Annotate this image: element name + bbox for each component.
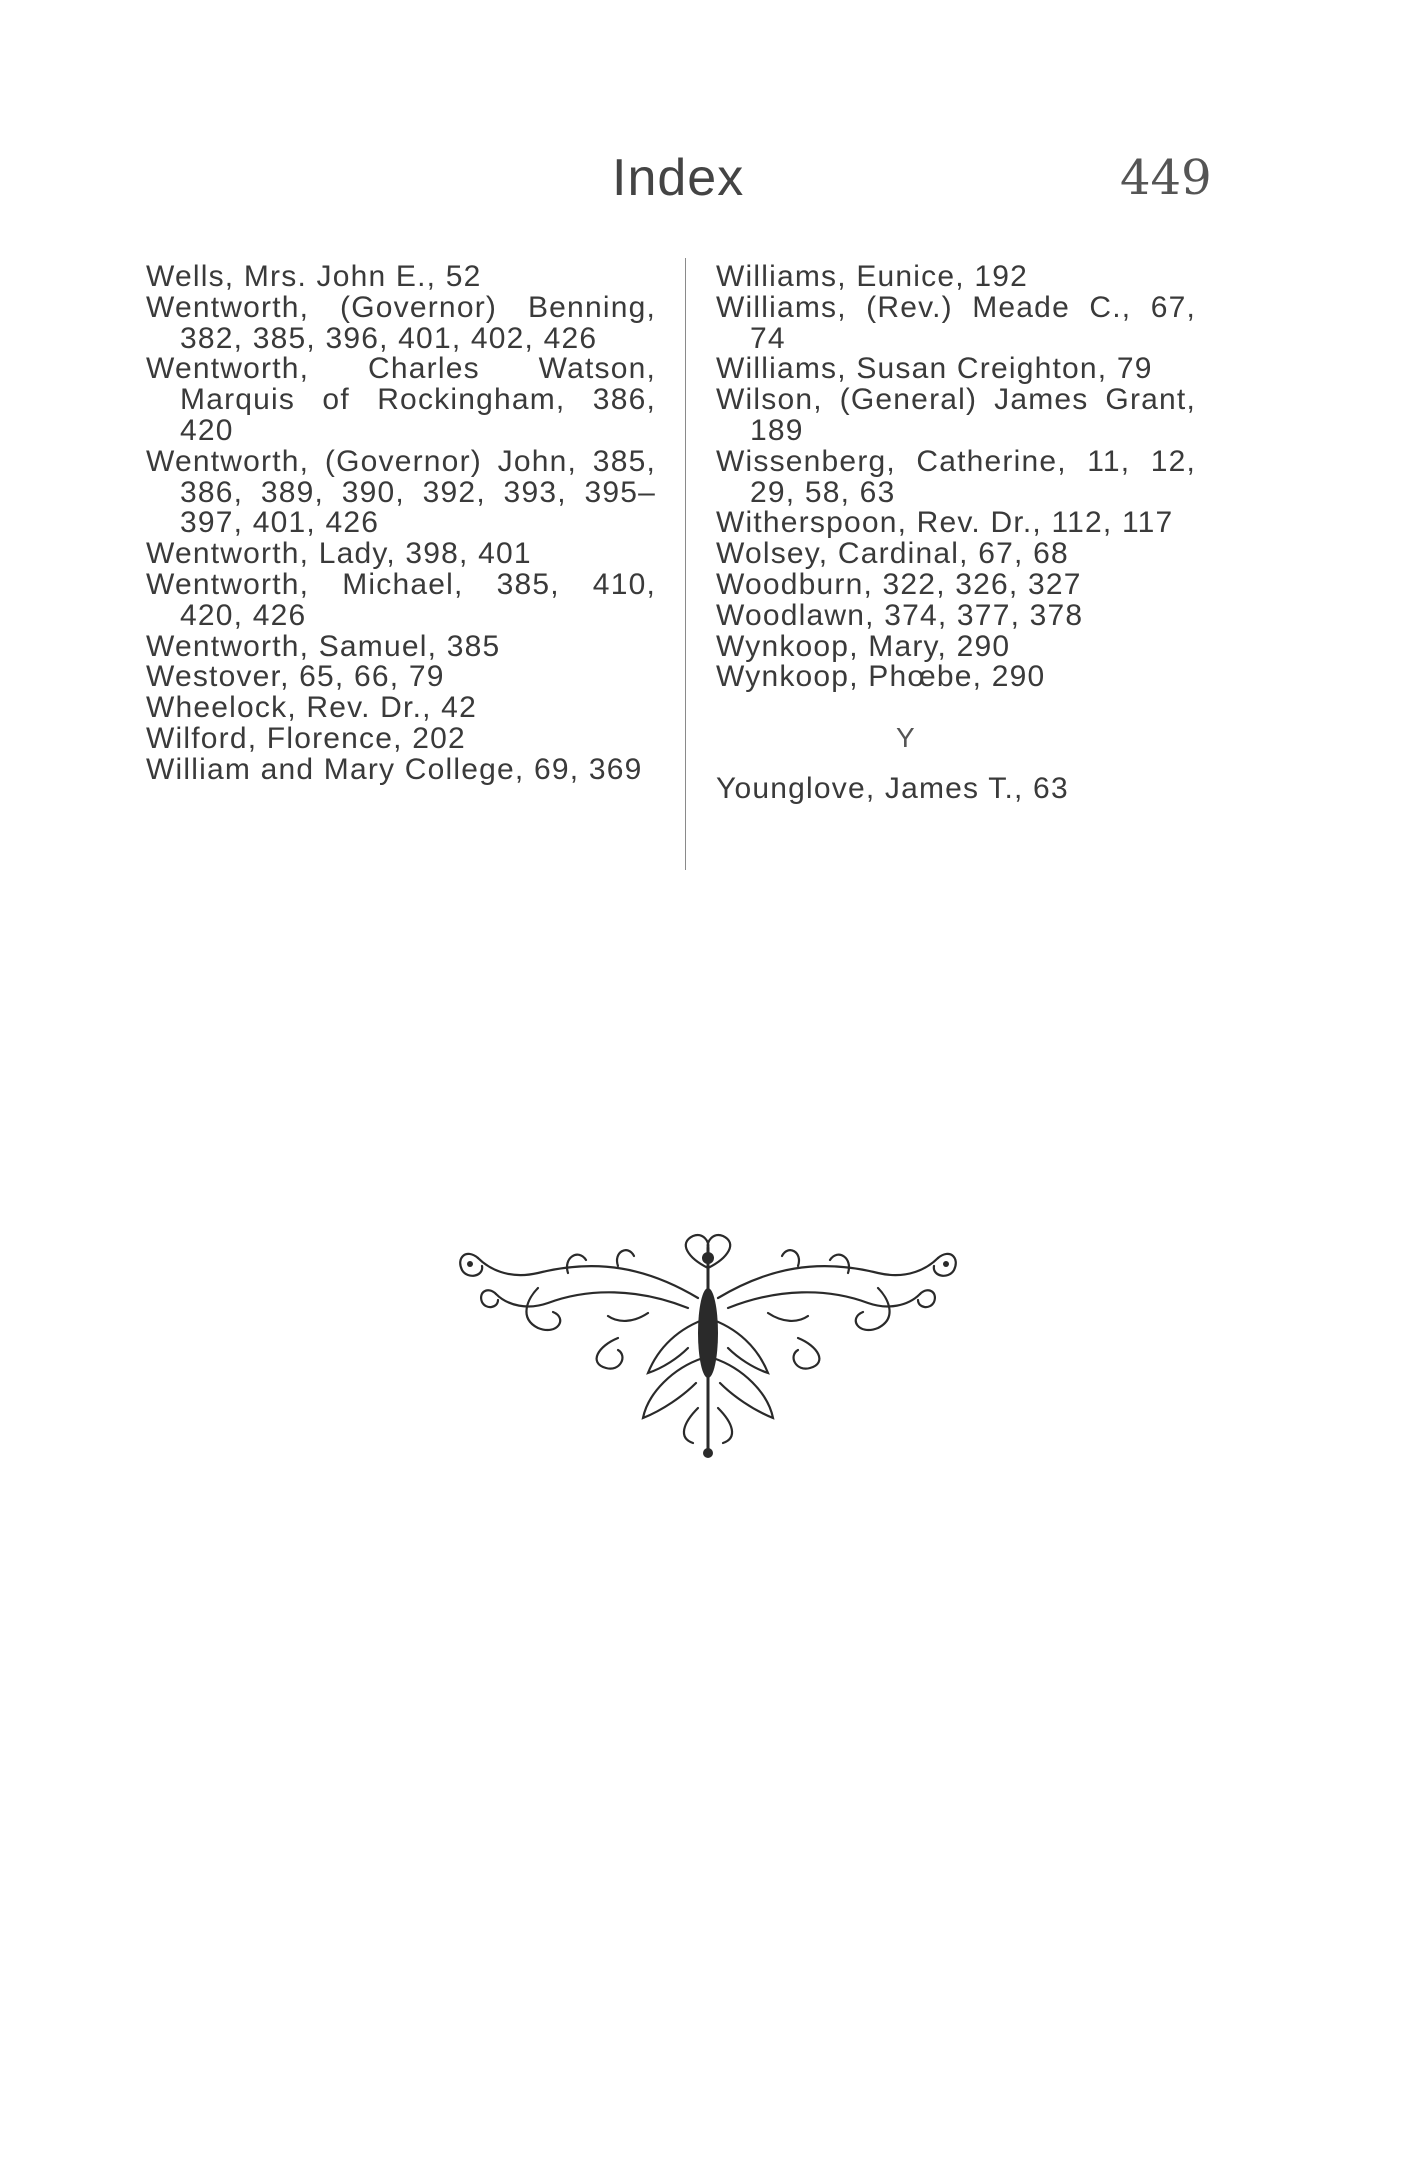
- index-entry: Woodburn, 322, 326, 327: [716, 567, 1082, 601]
- index-entry: William and Mary College, 69, 369: [146, 752, 643, 786]
- column-divider: [685, 258, 686, 870]
- index-entry: Wentworth, Samuel, 385: [146, 629, 501, 663]
- index-entry: Wheelock, Rev. Dr., 42: [146, 691, 477, 725]
- index-entry: Wissenberg, Catherine, 11, 12, 29, 58, 63: [716, 444, 1196, 509]
- index-entry: Wentworth, Lady, 398, 401: [146, 537, 532, 571]
- index-entry: Wynkoop, Mary, 290: [716, 629, 1011, 663]
- index-entry: Williams, Susan Creighton, 79: [716, 352, 1153, 386]
- index-column-left: [146, 262, 656, 786]
- index-entry: Wentworth, Michael, 385, 410, 420, 426: [146, 567, 656, 632]
- index-entry: Wentworth, (Governor) John, 385, 386, 389, 390, 392, 393, 395–397, 401, 426: [146, 444, 656, 540]
- index-entry: Wilson, (General) James Grant, 189: [716, 383, 1196, 447]
- page-number: 449: [1120, 150, 1212, 206]
- index-entry: Wolsey, Cardinal, 67, 68: [716, 537, 1069, 571]
- index-entry: Woodlawn, 374, 377, 378: [716, 598, 1084, 632]
- index-entry: Wynkoop, Phœbe, 290: [716, 660, 1046, 694]
- index-column-right: [716, 262, 1196, 805]
- index-entry: Williams, (Rev.) Meade C., 67, 74: [716, 290, 1196, 355]
- index-entry: Williams, Eunice, 192: [716, 260, 1028, 293]
- index-entry: Younglove, James T., 63: [716, 771, 1069, 805]
- index-entry: Wells, Mrs. John E., 52: [146, 260, 482, 293]
- index-entry: Witherspoon, Rev. Dr., 112, 117: [716, 506, 1174, 540]
- index-entry: Wentworth, (Governor) Benning, 382, 385, 396, 401, 402, 426: [146, 290, 656, 355]
- floral-scroll-ornament-icon: [448, 1228, 968, 1468]
- section-letter-y: Y: [896, 722, 916, 754]
- index-entry: Wentworth, Charles Watson, Marquis of Rockingham, 386, 420: [146, 352, 656, 447]
- index-entry: Wilford, Florence, 202: [146, 721, 466, 755]
- running-head: [0, 148, 1413, 218]
- page-title: Index: [612, 149, 745, 207]
- index-entry: Westover, 65, 66, 79: [146, 660, 445, 694]
